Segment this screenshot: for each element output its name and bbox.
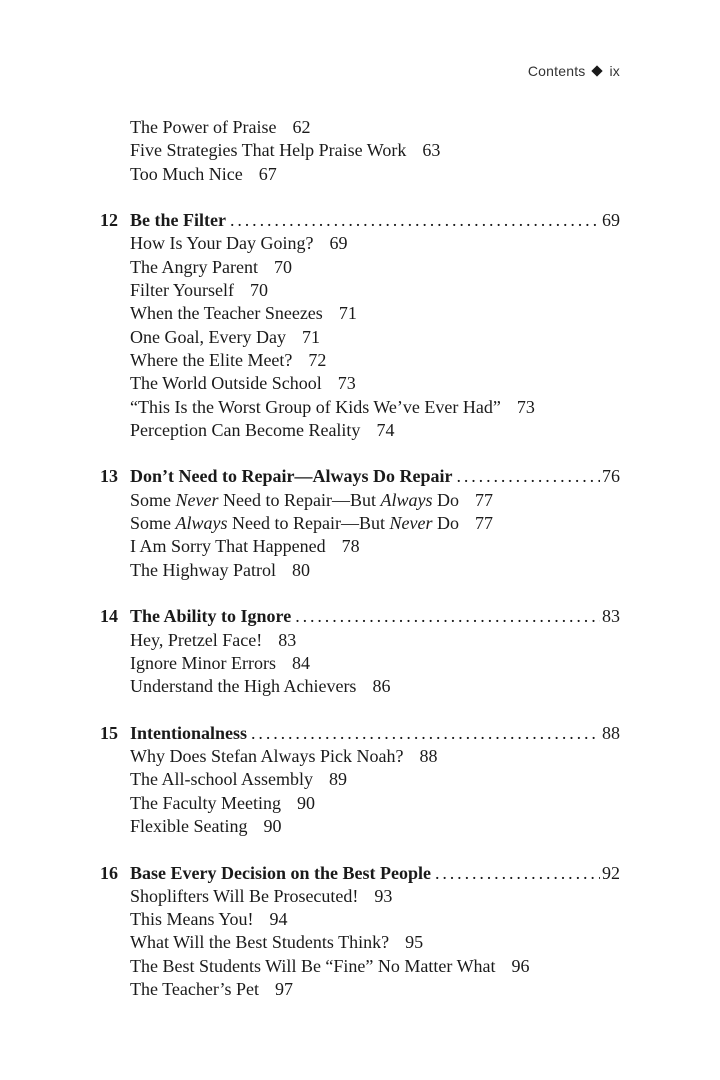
toc-chapter[interactable] — [0, 209, 620, 232]
subentry-page-number: 93 — [374, 885, 393, 906]
toc-subentry[interactable] — [0, 955, 720, 978]
subentry-title: The All-school Assembly — [130, 769, 313, 790]
toc-subentry[interactable] — [0, 745, 720, 768]
subentry-page-number: 70 — [273, 256, 292, 277]
chapter-number: 13 — [100, 466, 118, 487]
section-gap — [0, 582, 720, 605]
subentry-page-number: 78 — [341, 536, 360, 557]
subentry-page-number: 73 — [516, 396, 535, 417]
subentry-title: Why Does Stefan Always Pick Noah? — [130, 746, 404, 767]
diamond-icon — [592, 65, 603, 76]
subentry-page-number: 73 — [337, 373, 356, 394]
subentry-page-number: 96 — [511, 955, 530, 976]
subentry-title: “This Is the Worst Group of Kids We’ve Ever Had” — [130, 396, 501, 417]
toc-subentry[interactable] — [0, 279, 720, 302]
toc-chapter[interactable] — [0, 605, 620, 628]
toc-subentry[interactable] — [0, 629, 720, 652]
subentry-page-number: 72 — [308, 349, 327, 370]
subentry-page-number: 90 — [263, 815, 282, 836]
running-head-section: Contents — [527, 63, 586, 79]
subentry-title-part: Do — [432, 513, 459, 534]
toc-subentry[interactable] — [0, 116, 720, 139]
chapter-number: 16 — [100, 862, 118, 883]
subentry-title: The Angry Parent — [130, 256, 258, 277]
toc-subentry[interactable] — [0, 232, 720, 255]
chapter-number: 14 — [100, 606, 118, 627]
subentry-title: Hey, Pretzel Face! — [130, 629, 263, 650]
subentry-page-number: 69 — [329, 233, 348, 254]
subentry-page-number: 86 — [372, 676, 391, 697]
table-of-contents — [0, 116, 720, 1001]
subentry-page-number: 70 — [250, 280, 269, 301]
toc-subentry[interactable] — [0, 489, 720, 512]
subentry-title: What Will the Best Students Think? — [130, 932, 390, 953]
subentry-title: Perception Can Become Reality — [130, 419, 361, 440]
subentry-title-part: Need to Repair—But — [218, 489, 381, 510]
subentry-title — [130, 513, 459, 533]
running-head-page-number: ix — [609, 63, 620, 79]
section-gap — [0, 186, 720, 209]
subentry-page-number: 80 — [291, 559, 310, 580]
chapter-title: Base Every Decision on the Best People — [130, 862, 431, 883]
chapter-page-number: 88 — [602, 722, 620, 743]
dot-leader — [251, 722, 600, 745]
toc-subentry[interactable] — [0, 675, 720, 698]
subentry-page-number: 74 — [376, 419, 395, 440]
subentry-title: Flexible Seating — [130, 815, 248, 836]
subentry-title: Shoplifters Will Be Prosecuted! — [130, 885, 359, 906]
dot-leader — [295, 605, 600, 628]
toc-subentry[interactable] — [0, 139, 720, 162]
toc-subentry[interactable] — [0, 815, 720, 838]
chapter-title: Be the Filter — [130, 210, 226, 231]
section-gap — [0, 698, 720, 721]
dot-leader — [435, 862, 600, 885]
subentry-page-number: 97 — [275, 978, 294, 999]
subentry-title: Understand the High Achievers — [130, 676, 357, 697]
section-gap — [0, 838, 720, 861]
chapter-number: 12 — [100, 210, 118, 231]
subentry-page-number: 77 — [474, 513, 493, 534]
toc-subentry[interactable] — [0, 652, 720, 675]
subentry-page-number: 62 — [292, 117, 311, 137]
toc-subentry[interactable] — [0, 931, 720, 954]
subentry-page-number: 88 — [419, 746, 438, 767]
section-gap — [0, 442, 720, 465]
chapter-page-number: 69 — [602, 210, 620, 231]
toc-subentry[interactable] — [0, 512, 720, 535]
subentry-title-italic-part: Never — [389, 513, 433, 534]
subentry-title: Ignore Minor Errors — [130, 652, 276, 673]
subentry-page-number: 94 — [269, 909, 288, 930]
subentry-title-italic-part: Always — [175, 513, 228, 534]
subentry-title-part: Some — [130, 513, 176, 534]
toc-subentry[interactable] — [0, 978, 720, 1001]
subentry-page-number: 63 — [422, 140, 441, 161]
chapter-number: 15 — [100, 722, 118, 743]
subentry-page-number: 71 — [301, 326, 320, 347]
toc-subentry[interactable] — [0, 792, 720, 815]
chapter-page-number: 76 — [602, 466, 620, 487]
toc-subentry[interactable] — [0, 326, 720, 349]
toc-subentry[interactable] — [0, 768, 720, 791]
chapter-title: The Ability to Ignore — [130, 606, 292, 627]
toc-subentry[interactable] — [0, 256, 720, 279]
dot-leader — [456, 465, 600, 488]
subentry-page-number: 95 — [405, 932, 424, 953]
toc-chapter[interactable] — [0, 722, 620, 745]
toc-subentry[interactable] — [0, 349, 720, 372]
subentry-title: The Faculty Meeting — [130, 792, 281, 813]
subentry-page-number: 90 — [296, 792, 315, 813]
chapter-title: Don’t Need to Repair—Always Do Repair — [130, 466, 453, 487]
subentry-title: Where the Elite Meet? — [130, 349, 293, 370]
subentry-title: The Power of Praise — [130, 117, 277, 137]
subentry-title: Too Much Nice — [130, 163, 243, 184]
subentry-title: The Teacher’s Pet — [130, 978, 260, 999]
chapter-title: Intentionalness — [130, 722, 248, 743]
toc-subentry[interactable] — [0, 396, 720, 419]
toc-chapter[interactable] — [0, 862, 620, 885]
subentry-title-italic-part: Never — [175, 489, 219, 510]
subentry-page-number: 84 — [291, 652, 310, 673]
toc-subentry[interactable] — [0, 372, 720, 395]
chapter-page-number: 92 — [602, 862, 620, 883]
toc-subentry[interactable] — [0, 163, 720, 186]
toc-subentry[interactable] — [0, 559, 720, 582]
toc-subentry[interactable] — [0, 885, 720, 908]
subentry-title-part: Do — [432, 489, 459, 510]
subentry-title: The Highway Patrol — [130, 559, 276, 580]
toc-subentry[interactable] — [0, 535, 720, 558]
subentry-title-italic-part: Always — [380, 489, 433, 510]
subentry-title: How Is Your Day Going? — [130, 233, 314, 254]
subentry-page-number: 71 — [338, 303, 357, 324]
subentry-title-part: Some — [130, 489, 176, 510]
subentry-page-number: 89 — [329, 769, 347, 790]
subentry-title: I Am Sorry That Happened — [130, 536, 326, 557]
subentry-title: When the Teacher Sneezes — [130, 303, 323, 324]
toc-subentry[interactable] — [0, 302, 720, 325]
running-head — [528, 63, 620, 79]
toc-chapter[interactable] — [0, 465, 620, 488]
subentry-page-number: 67 — [258, 163, 277, 184]
subentry-page-number: 83 — [278, 629, 297, 650]
subentry-title: Filter Yourself — [130, 280, 235, 301]
dot-leader — [230, 209, 600, 232]
subentry-title — [130, 490, 459, 510]
chapter-page-number: 83 — [602, 606, 620, 627]
subentry-title-part: Need to Repair—But — [227, 513, 390, 534]
subentry-title: The Best Students Will Be “Fine” No Matter What — [130, 955, 496, 976]
subentry-title: This Means You! — [130, 909, 254, 930]
subentry-title: One Goal, Every Day — [130, 326, 286, 347]
subentry-title: Five Strategies That Help Praise Work — [130, 140, 407, 161]
subentry-title: The World Outside School — [130, 373, 322, 394]
toc-subentry[interactable] — [0, 419, 720, 442]
subentry-page-number: 77 — [474, 489, 493, 510]
toc-subentry[interactable] — [0, 908, 720, 931]
